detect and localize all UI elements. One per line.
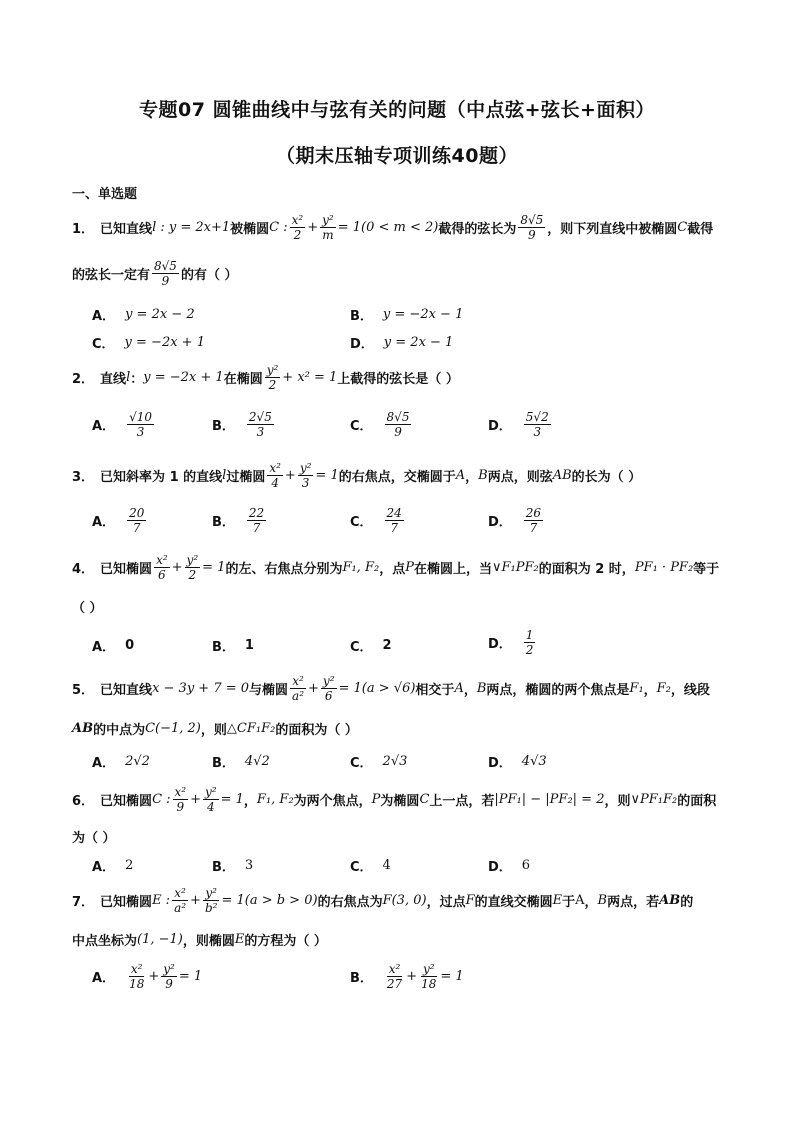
q4-text: 在椭圆上，当 (413, 561, 492, 577)
q4-math: P (405, 559, 414, 575)
option-label: D． (488, 515, 512, 530)
q1-text: 的弦长一定有 (72, 267, 151, 283)
option-value: 3 (244, 858, 254, 873)
option-label: C． (350, 640, 373, 655)
q7-text: 于 (562, 894, 576, 910)
q3-text: 已知斜率为 1 的直线 (100, 469, 223, 485)
q4-text: 的面积为 2 时， (538, 561, 635, 577)
q5-math: = 1(a > √6) (338, 680, 416, 696)
q6-text: ， (243, 793, 257, 809)
option-value: 4 (382, 858, 391, 873)
option-value: $\frac{5√2}{3}$ (525, 410, 549, 439)
q5-text: 两点，椭圆的两个焦点是 (486, 682, 630, 698)
q1-option-a[interactable] (92, 305, 195, 324)
q3-fraction: $\frac{\text{y²}}{3}$ (299, 460, 312, 490)
q3-fraction: $\frac{\text{x²}}{4}$ (269, 460, 281, 490)
option-value: + (148, 969, 160, 984)
q7-text: 的直线交椭圆 (474, 894, 553, 910)
q1-text: ，则下列直线中被椭圆 (547, 221, 678, 237)
q5-option-c[interactable] (350, 752, 407, 771)
option-label: C． (350, 419, 373, 434)
q2-fraction: $\frac{\text{y²}}{2}$ (266, 362, 279, 392)
question-3 (72, 460, 732, 490)
q5-math: F₁ (629, 680, 644, 696)
q3-text: ， (465, 469, 479, 485)
q5-text: 的面积为（ ） (275, 722, 358, 738)
option-fraction: $\frac{\text{y²}}{18}$ (421, 962, 437, 991)
q6-math: P (371, 791, 381, 807)
option-label: B． (212, 515, 235, 530)
option-label: D． (488, 756, 512, 771)
q3-math: + (284, 467, 296, 483)
question-4-line-2 (72, 596, 732, 616)
q6-text: 已知椭圆 (100, 793, 153, 809)
q5-math: x − 3y + 7 = 0 (152, 680, 250, 696)
q1-fraction: $\frac{\text{y²}}{m}$ (322, 212, 334, 242)
q4-text: ，点 (379, 561, 406, 577)
q4-math: + (171, 559, 183, 575)
q6-text: 为（ ） (72, 830, 116, 846)
page-subtitle: （期末压轴专项训练40题） (276, 145, 518, 167)
q1-math: + (307, 219, 319, 235)
q5-text: ，则 (200, 722, 227, 738)
question-number: 3． (72, 469, 95, 485)
q7-math: + (190, 892, 201, 908)
q6-math: C (419, 791, 430, 807)
q3-math: A (455, 467, 466, 483)
option-label: A． (92, 515, 116, 530)
q4-text: 等于 (693, 561, 720, 577)
question-number: 1． (72, 221, 95, 237)
option-value: y = −2x + 1 (124, 335, 205, 350)
question-number: 6． (72, 793, 95, 809)
question-number: 5． (72, 682, 95, 698)
q3-text: 的右焦点，交椭圆于 (338, 469, 456, 485)
option-label: C． (350, 515, 373, 530)
option-label: B． (212, 756, 235, 771)
q5-option-b[interactable] (212, 752, 270, 771)
option-value: = 1 (178, 969, 203, 984)
q5-option-d[interactable] (488, 752, 547, 771)
question-number: 2． (72, 371, 95, 387)
q3-math: B (478, 467, 488, 483)
question-7 (72, 885, 732, 915)
q6-option-c[interactable] (350, 856, 391, 875)
option-fraction: $\frac{\text{x²}}{18}$ (129, 962, 145, 991)
q5-math: A (454, 680, 464, 696)
question-2 (72, 362, 732, 392)
q1-fraction: $\frac{8√5}{9}$ (154, 258, 177, 288)
option-label: A． (92, 860, 116, 875)
q7-math: (1, −1) (137, 931, 183, 947)
option-label: B． (350, 971, 373, 986)
q1-math: l : y = 2x+1 (152, 219, 231, 235)
option-value: y = −2x − 1 (382, 307, 464, 322)
q5-math: AB (72, 720, 94, 736)
q6-math: = 1 (220, 791, 244, 807)
option-label: D． (488, 419, 512, 434)
q7-text: 的 (680, 894, 694, 910)
q2-text: ： (130, 371, 144, 387)
q1-fraction: $\frac{\text{x²}}{2}$ (291, 212, 304, 242)
q5-text: 已知直线 (100, 682, 153, 698)
q5-option-a[interactable] (92, 752, 150, 771)
q5-text: 的中点为 (93, 722, 146, 738)
q7-math: AB (659, 892, 681, 908)
option-label: D． (350, 337, 374, 352)
question-5-line-2 (72, 718, 732, 738)
q2-math: l (126, 369, 131, 385)
option-value: 0 (125, 638, 135, 653)
q1-option-d[interactable] (350, 333, 453, 352)
q7-math: A (575, 892, 585, 908)
q3-option-a[interactable] (92, 506, 148, 535)
question-5 (72, 673, 732, 703)
q2-text: 直线 (100, 371, 127, 387)
q7-math: F(3, 0) (382, 892, 427, 908)
q4-text: （ ） (72, 600, 103, 616)
q7-math: B (597, 892, 608, 908)
option-label: A． (92, 756, 116, 771)
option-label: B． (212, 860, 235, 875)
q7-text: ，过点 (426, 894, 466, 910)
q6-math: |PF₁| − |PF₂| = 2 (494, 791, 605, 807)
q3-math: = 1 (315, 467, 339, 483)
option-value: + (406, 969, 418, 984)
q7-math: = 1(a > b > 0) (221, 892, 318, 908)
option-fraction: $\frac{\text{y²}}{9}$ (163, 962, 175, 991)
q4-option-d[interactable] (488, 628, 537, 657)
q3-text: 的长为（ ） (571, 469, 642, 485)
q5-fraction: $\frac{\text{y²}}{6}$ (322, 673, 335, 703)
option-value: 6 (521, 858, 531, 873)
option-value: 2√3 (382, 754, 408, 769)
q1-text: 截得 (687, 221, 714, 237)
question-4 (72, 552, 732, 582)
option-label: B． (350, 309, 373, 324)
option-value: 4√3 (521, 754, 547, 769)
q4-math: PF₁ · PF₂ (634, 559, 694, 575)
q7-math: E (234, 931, 245, 947)
q2-option-d[interactable] (488, 410, 553, 439)
q4-option-a[interactable] (92, 636, 134, 655)
q3-math: l (222, 467, 227, 483)
q6-option-b[interactable] (212, 856, 253, 875)
q5-text: ， (463, 682, 477, 698)
q6-option-a[interactable] (92, 856, 133, 875)
option-label: D． (488, 637, 512, 652)
q4-math: F₁, F₂ (342, 559, 380, 575)
q7-text: 的方程为（ ） (244, 933, 327, 949)
q7-option-a[interactable] (92, 962, 202, 991)
q5-math: F₂ (656, 680, 671, 696)
option-label: B． (212, 419, 235, 434)
q4-option-c[interactable] (350, 636, 392, 655)
q4-option-b[interactable] (212, 636, 254, 655)
q6-fraction: $\frac{\text{y²}}{4}$ (205, 784, 217, 814)
q6-math: + (190, 791, 202, 807)
question-6 (72, 784, 732, 814)
q7-text: 已知椭圆 (100, 894, 153, 910)
q6-math: F₁, F₂ (256, 791, 294, 807)
q7-text: 中点坐标为 (72, 933, 138, 949)
q7-math: F (465, 892, 475, 908)
question-number: 7． (72, 894, 95, 910)
option-value: $\frac{24}{7}$ (386, 506, 402, 535)
page-title: 专题07 圆锥曲线中与弦有关的问题（中点弦+弦长+面积） (139, 99, 655, 121)
q3-option-c[interactable] (350, 506, 406, 535)
q3-text: 过椭圆 (226, 469, 266, 485)
q1-option-b[interactable] (350, 305, 463, 324)
question-number: 4． (72, 561, 95, 577)
q3-option-d[interactable] (488, 506, 545, 535)
q3-math: AB (552, 467, 572, 483)
question-6-line-2 (72, 826, 732, 846)
option-value: $\frac{√10}{3}$ (129, 410, 152, 439)
question-7-line-2 (72, 929, 732, 949)
q5-math: B (476, 680, 487, 696)
q5-fraction: $\frac{\text{x²}}{\text{a²}}$ (292, 673, 305, 703)
option-value: y = 2x − 2 (125, 307, 195, 322)
option-value: 1 (244, 638, 254, 653)
q5-math: + (308, 680, 319, 696)
option-label: A． (92, 640, 116, 655)
q5-text: 相交于 (415, 682, 455, 698)
q6-text: 为两个焦点， (293, 793, 372, 809)
option-value: $\frac{22}{7}$ (248, 506, 265, 535)
q5-math: C(−1, 2) (145, 720, 201, 736)
q6-math: C : (152, 791, 171, 807)
option-value: $\frac{26}{7}$ (525, 506, 542, 535)
question-1 (72, 212, 732, 242)
q1-text: 截得的弦长为 (438, 221, 517, 237)
option-value: 2 (125, 858, 134, 873)
q1-text: 的有（ ） (180, 267, 238, 283)
q7-text: 的右焦点为 (317, 894, 383, 910)
q2-text: 上截得的弦长是（ ） (337, 371, 459, 387)
option-value: 2 (382, 638, 392, 653)
option-label: B． (212, 640, 235, 655)
q2-math: + x² = 1 (282, 369, 338, 385)
q4-fraction: $\frac{\text{x²}}{6}$ (156, 552, 168, 582)
q7-text: 两点，若 (607, 894, 660, 910)
q6-text: 的面积 (677, 793, 717, 809)
option-value: = 1 (440, 969, 464, 984)
q7-option-b[interactable] (350, 962, 464, 991)
q4-math: = 1 (202, 559, 226, 575)
q7-math: E : (152, 892, 171, 908)
q6-text: 上一点，若 (429, 793, 495, 809)
option-value: 2√2 (125, 754, 150, 769)
option-label: A． (92, 971, 116, 986)
q6-fraction: $\frac{\text{x²}}{9}$ (174, 784, 187, 814)
q4-math: ∨F₁PF₂ (491, 559, 539, 575)
q4-text: 已知椭圆 (100, 561, 153, 577)
option-value: $\frac{20}{7}$ (129, 506, 145, 535)
option-label: A． (92, 309, 116, 324)
q4-fraction: $\frac{\text{y²}}{2}$ (186, 552, 199, 582)
q6-text: 为椭圆 (380, 793, 420, 809)
q2-math: y = −2x + 1 (143, 369, 224, 385)
q1-math: C (677, 219, 688, 235)
q1-fraction: $\frac{8√5}{9}$ (520, 212, 544, 242)
option-value: 4√2 (244, 754, 270, 769)
q5-math: △CF₁F₂ (226, 720, 276, 736)
option-value: y = 2x − 1 (383, 335, 454, 350)
q7-text: ， (584, 894, 598, 910)
q3-option-b[interactable] (212, 506, 268, 535)
section-heading: 一、单选题 (72, 187, 138, 202)
q1-math: C : (269, 219, 288, 235)
option-value: $\frac{2√5}{3}$ (248, 410, 272, 439)
q1-text: 被椭圆 (230, 221, 270, 237)
option-label: A． (92, 419, 116, 434)
q2-option-a[interactable] (92, 410, 156, 439)
q5-text: 与椭圆 (249, 682, 289, 698)
question-1-line-2 (72, 258, 732, 288)
q1-text: 已知直线 (100, 221, 153, 237)
option-label: C． (350, 756, 373, 771)
option-label: D． (488, 860, 512, 875)
q7-fraction: $\frac{\text{x²}}{\text{a²}}$ (174, 885, 187, 915)
q7-fraction: $\frac{\text{y²}}{\text{b²}}$ (204, 885, 218, 915)
option-label: C． (350, 860, 373, 875)
q6-text: ，则 (604, 793, 631, 809)
option-label: C． (92, 337, 115, 352)
q1-option-c[interactable] (92, 333, 205, 352)
q2-text: 在椭圆 (223, 371, 263, 387)
option-value: $\frac{1}{2}$ (525, 628, 534, 657)
option-fraction: $\frac{\text{x²}}{27}$ (386, 962, 403, 991)
q3-text: 两点，则弦 (487, 469, 553, 485)
q6-math: ∨PF₁F₂ (630, 791, 678, 807)
q2-option-c[interactable] (350, 410, 413, 439)
q6-option-d[interactable] (488, 856, 530, 875)
q2-option-b[interactable] (212, 410, 276, 439)
q7-text: ，则椭圆 (182, 933, 235, 949)
q5-text: ，线段 (670, 682, 710, 698)
q1-math: = 1(0 < m < 2) (337, 219, 439, 235)
q7-math: E (552, 892, 563, 908)
q5-text: ， (643, 682, 657, 698)
q4-text: 的左、右焦点分别为 (225, 561, 343, 577)
option-value: $\frac{8√5}{9}$ (386, 410, 410, 439)
